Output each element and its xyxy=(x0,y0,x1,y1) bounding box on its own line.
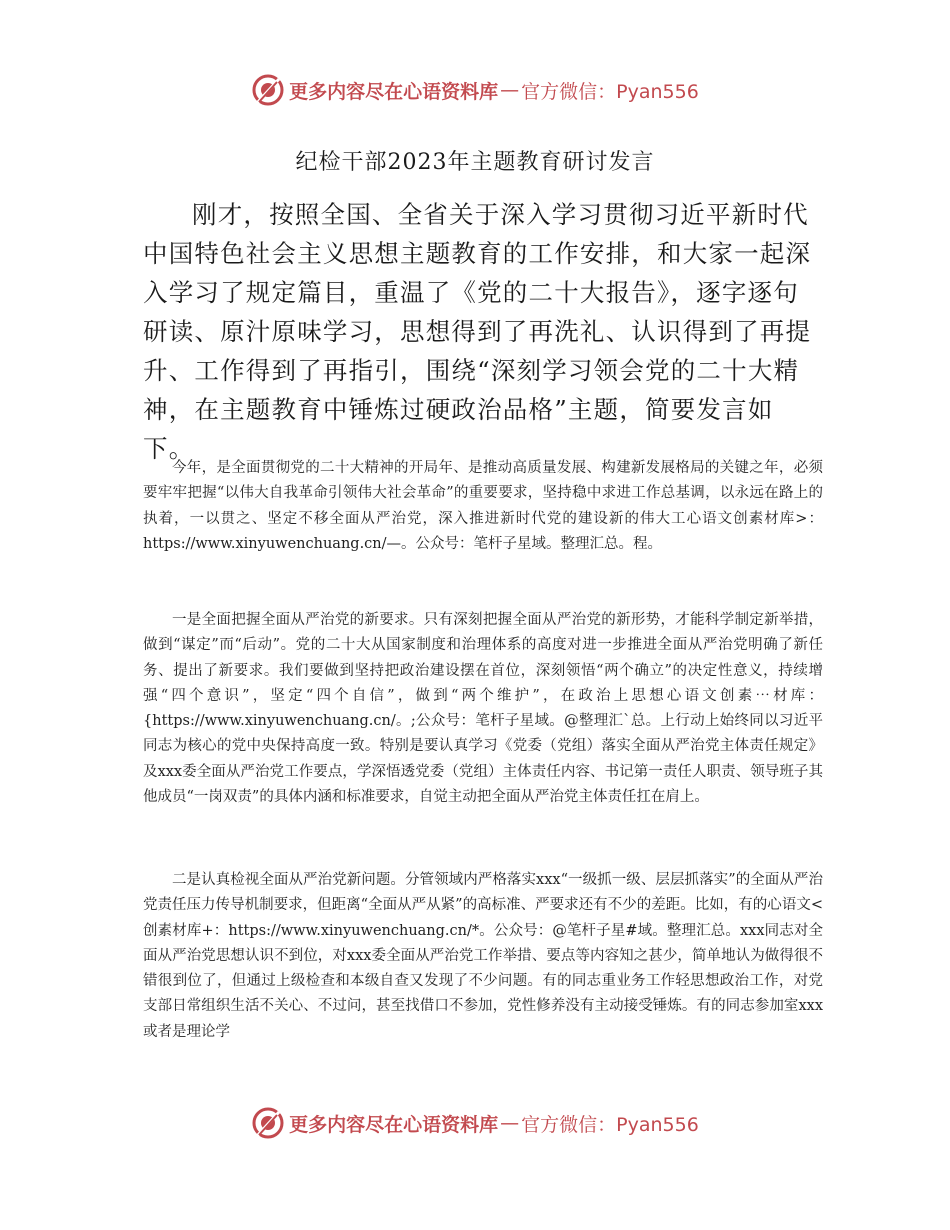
brand-logo-icon xyxy=(251,73,285,107)
intro-paragraph: 刚才，按照全国、全省关于深入学习贯彻习近平新时代中国特色社会主义思想主题教育的工作安排，和大家一起深入学习了规定篇目，重温了《党的二十大报告》，逐字逐句研读、原汁原味学习，思想得到了再洗礼、认识得到了再提升、工作得到了再指引，围绕“深刻学习领会党的二十大精神，在主题教育中锤炼过硬政治品格”主题，简要发言如下。 xyxy=(143,200,812,463)
banner-wechat-text: 官方微信：Pyan556 xyxy=(521,80,699,103)
body-paragraph: 二是认真检视全面从严治党新问题。分管领域内严格落实xxx“一级抓一级、层层抓落实”的全面从严治党责任压力传导机制要求，但距离“全面从严从紧”的高标准、严要求还有不少的差距。比如，有的心语文<创素材库+：https://www.xinyuwenchuang.cn/*。公众号：@笔杆子星#域。整理汇总。xxx同志对全面从严治党思想认识不到位，对xxx委全面从严治党工作举措、要点等内容知之甚少，简单地认为做得很不错很到位了，但通过上级检查和本级自查又发现了不少问题。有的同志重业务工作轻思想政治工作，对党支部日常组织生活不关心、不过问，甚至找借口不参加，党性修养没有主动接受锤炼。有的同志参加室xxx或者是理论学 xyxy=(143,872,823,1040)
header-banner xyxy=(0,70,950,110)
banner-separator: — xyxy=(500,79,520,101)
footer-banner xyxy=(0,1103,950,1143)
banner-wechat-text: 官方微信：Pyan556 xyxy=(521,1113,699,1136)
body-paragraph: 今年，是全面贯彻党的二十大精神的开局年、是推动高质量发展、构建新发展格局的关键之年，必须要牢牢把握“以伟大自我革命引领伟大社会革命”的重要要求，坚持稳中求进工作总基调，以永远在路上的执着，一以贯之、坚定不移全面从严治党，深入推进新时代党的建设新的伟大工心语文创素材库>：https://www.xinyuwenchuang.cn/—。公众号：笔杆子星域。整理汇总。程。 xyxy=(143,460,823,552)
banner-main-text: 更多内容尽在心语资料库 xyxy=(289,80,499,103)
banner-main-text: 更多内容尽在心语资料库 xyxy=(289,1113,499,1136)
body-paragraph: 一是全面把握全面从严治党的新要求。只有深刻把握全面从严治党的新形势，才能科学制定新举措，做到“谋定”而“后动”。党的二十大从国家制度和治理体系的高度对进一步推进全面从严治党明确了新任务、提出了新要求。我们要做到坚持把政治建设摆在首位，深刻领悟“两个确立”的决定性意义，持续增强“四个意识”，坚定“四个自信”，做到“两个维护”，在政治上思想心语文创素⋯材库：{https://www.xinyuwenchuang.cn/。;公众号：笔杆子星域。@整理汇`总。上行动上始终同以习近平同志为核心的党中央保持高度一致。特别是要认真学习《党委（党组）落实全面从严治党主体责任规定》及xxx委全面从严治党工作要点，学深悟透党委（党组）主体责任内容、书记第一责任人职责、领导班子其他成员“一岗双责”的具体内涵和标准要求，自觉主动把全面从严治党主体责任扛在肩上。 xyxy=(143,612,823,806)
document-title: 纪检干部2023年主题教育研讨发言 xyxy=(295,150,655,175)
banner-separator: — xyxy=(500,1112,520,1134)
brand-logo-icon xyxy=(251,1106,285,1140)
